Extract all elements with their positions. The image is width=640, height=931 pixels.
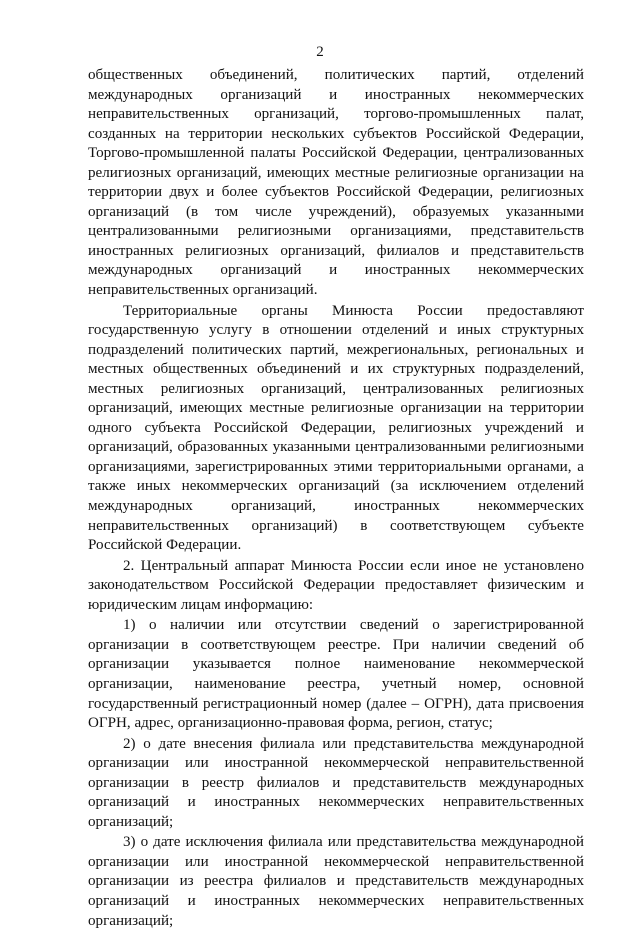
list-item-2: 2) о дате внесения филиала или представительства международной организации или иностранной некоммерческой неправительственной организации в реестр филиалов и представительств международных организаций и иностранных некоммерческих неправительственных организаций;: [88, 735, 584, 830]
list-item-1: 1) о наличии или отсутствии сведений о зарегистрированной организации в соответствующем реестре. При наличии сведений об организации указывается полное наименование некоммерческой организации, наименование реестра, учетный номер, основной государственный регистрационный номер (далее – ОГРН), дата присвоения ОГРН, адрес, организационно-правовая форма, регион, статус;: [88, 617, 584, 732]
document-body: [88, 66, 584, 931]
paragraph-central-office: 2. Центральный аппарат Минюста России если иное не установлено законодательством Российской Федерации предоставляет физическим и юридическим лицам информацию:: [88, 557, 584, 613]
list-item-3: 3) о дате исключения филиала или представительства международной организации или иностранной некоммерческой неправительственной организации из реестра филиалов и представительств международных организаций и иностранных некоммерческих неправительственных организаций;: [88, 834, 584, 929]
paragraph-territorial-bodies: Территориальные органы Минюста России предоставляют государственную услугу в отношении отделений и иных структурных подразделений политических партий, межрегиональных, региональных и местных общественных объединений и их структурных подразделений, местных религиозных организаций, централизованных религиозных организаций, имеющих местные религиозные организации на территории одного субъекта Российской Федерации, религиозных учреждений и организаций, образованных указанными централизованными религиозными организациями, зарегистрированных этими территориальными органами, а также иных некоммерческих организаций (за исключением отделений международных организаций, иностранных некоммерческих неправительственных организаций) в соответствующем субъекте Российской Федерации.: [88, 302, 584, 554]
page-number: 2: [316, 44, 324, 60]
paragraph-continuation: общественных объединений, политических партий, отделений международных организаций и иностранных некоммерческих неправительственных организаций, торгово-промышленных палат, созданных на территории нескольких субъектов Российской Федерации, Торгово-промышленной палаты Российской Федерации, централизованных религиозных организаций, имеющих местные религиозные организации на территории двух и более субъектов Российской Федерации, религиозных организаций (в том числе учреждений), образуемых указанными централизованными религиозными организациями, представительств иностранных религиозных организаций, филиалов и представительств международных организаций и иностранных некоммерческих неправительственных организаций.: [88, 67, 584, 299]
